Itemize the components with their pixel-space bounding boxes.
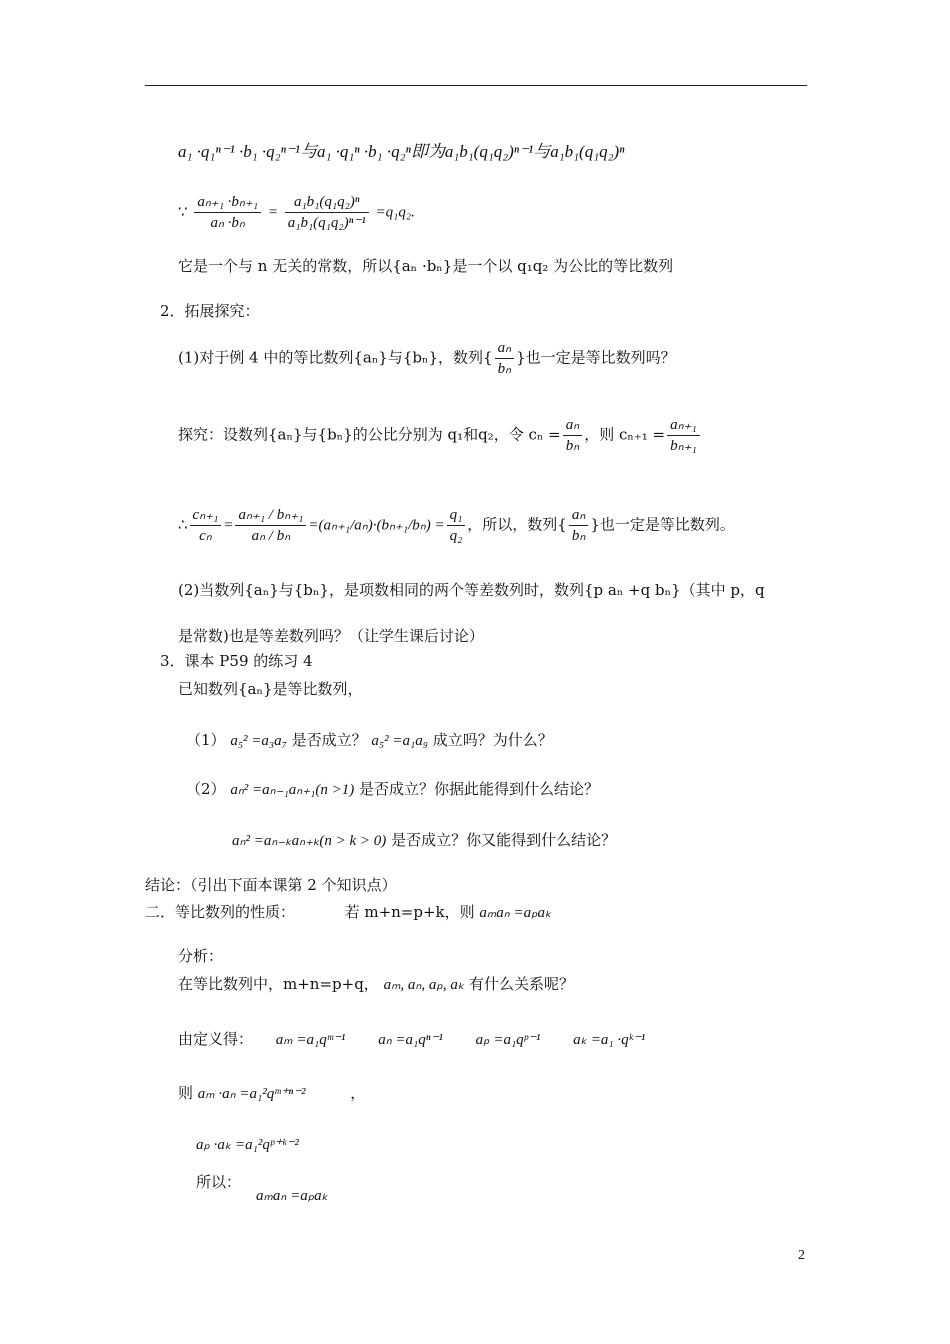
- fraction-cn: $\frac{\text{aₙ}}{\text{bₙ}}$: [563, 415, 582, 456]
- fraction-ratio-1: $\frac{\text{aₙ₊₁ ·bₙ₊₁}}{\text{aₙ ·bₙ}}$: [194, 192, 261, 233]
- fraction-cn-ratio: $\frac{\text{cₙ₊₁}}{\text{cₙ}}$: [190, 505, 222, 546]
- header-rule: [145, 85, 807, 86]
- product-line-1: 则 aₘ ·aₙ =a₁²qᵐ⁺ⁿ⁻² ，: [178, 1084, 366, 1102]
- therefore-line: ∴ $\frac{\text{cₙ₊₁}}{\text{cₙ}}$ = $\frac{\text{aₙ₊₁ / bₙ₊₁}}{\text{aₙ / bₙ}}$ =(aₙ₊₁/aₙ)·(bₙ₊₁/bₙ) = $\frac{\text{q₁}}{\text{q₂}}$ ，所以，数列{ $\frac{\text{aₙ}}{\text{bₙ}}$ }也一定是等比数列。: [178, 507, 735, 544]
- fraction-cn1: $\frac{\text{aₙ₊₁}}{\text{bₙ₊₁}}$: [667, 415, 700, 456]
- explore-line: 探究：设数列{aₙ}与{bₙ}的公比分别为 q₁和q₂，令 cₙ = $\frac{\text{aₙ}}{\text{bₙ}}$ ，则 cₙ₊₁ = $\frac{\text{aₙ₊₁}}{\text{bₙ₊₁}}$: [178, 415, 702, 456]
- formula-line-2: ∵ $\frac{\text{aₙ₊₁ ·bₙ₊₁}}{\text{aₙ ·bₙ}}$ = $\frac{\text{a₁b₁(q₁q₂)ⁿ}}{\text{a₁b₁(q₁q₂)ⁿ⁻¹}}$ =q₁q₂.: [178, 194, 415, 231]
- exercise-part-2b: aₙ² =aₙ₋ₖaₙ₊ₖ(n > k > 0) 是否成立？你又能得到什么结论？: [232, 831, 617, 849]
- formula-line-1: a₁ ·q₁ⁿ⁻¹ ·b₁ ·q₂ⁿ⁻¹与a₁ ·q₁ⁿ ·b₁ ·q₂ⁿ即为a₁b₁(q₁q₂)ⁿ⁻¹与a₁b₁(q₁q₂)ⁿ: [178, 142, 625, 161]
- product-line-2: aₚ ·aₖ =a₁²qᵖ⁺ᵏ⁻²: [196, 1137, 299, 1153]
- exercise-part-1: （1） a₅² =a₃a₇ 是否成立？ a₅² =a₁a₉ 成立吗？为什么？: [186, 731, 553, 749]
- text-line-3: 它是一个与 n 无关的常数，所以{aₙ ·bₙ}是一个以 q₁q₂ 为公比的等比数列: [178, 257, 674, 275]
- question-2-line-cont: 是常数)也是等差数列吗？（让学生课后讨论）: [178, 627, 484, 645]
- fraction-q1-q2: $\frac{\text{q₁}}{\text{q₂}}$: [447, 505, 466, 546]
- exercise-part-2: （2） aₙ² =aₙ₋₁aₙ₊₁(n >1) 是否成立？你据此能得到什么结论？: [186, 780, 600, 798]
- property-heading: 二．等比数列的性质： 若 m+n=p+k，则 aₘaₙ =aₚaₖ: [145, 903, 552, 921]
- because-symbol: ∵: [178, 202, 188, 221]
- fraction-compound: $\frac{\text{aₙ₊₁ / bₙ₊₁}}{\text{aₙ / bₙ}}$: [235, 505, 306, 546]
- fraction-an-bn: $\frac{\text{aₙ}}{\text{bₙ}}$: [495, 338, 514, 379]
- question-2-line: (2)当数列{aₙ}与{bₙ}，是项数相同的两个等差数列时，数列{p aₙ +q bₙ}（其中 p，q: [178, 581, 765, 599]
- final-result: aₘaₙ =aₚaₖ: [256, 1188, 329, 1204]
- analysis-question: 在等比数列中，m+n=p+q， aₘ, aₙ, aₚ, aₖ 有什么关系呢？: [178, 975, 575, 993]
- conclusion-line: 结论：（引出下面本课第 2 个知识点）: [145, 876, 397, 894]
- section-heading-2: 2．拓展探究：: [160, 302, 260, 320]
- therefore-label: 所以：: [196, 1173, 242, 1191]
- analysis-label: 分析：: [178, 947, 224, 965]
- ratio-result: =q₁q₂.: [375, 204, 415, 221]
- question-1-line: (1)对于例 4 中的等比数列{aₙ}与{bₙ}，数列{ $\frac{\text{aₙ}}{\text{bₙ}}$ }也一定是等比数列吗？: [178, 340, 676, 377]
- fraction-an-bn-2: $\frac{\text{aₙ}}{\text{bₙ}}$: [569, 505, 588, 546]
- fraction-ratio-2: $\frac{\text{a₁b₁(q₁q₂)ⁿ}}{\text{a₁b₁(q₁q₂)ⁿ⁻¹}}$: [285, 192, 369, 233]
- definition-line: 由定义得： aₘ =a₁qᵐ⁻¹ aₙ =a₁qⁿ⁻¹ aₚ =a₁qᵖ⁻¹ aₖ =a₁ ·qᵏ⁻¹: [178, 1030, 646, 1048]
- exercise-intro: 已知数列{aₙ}是等比数列，: [178, 680, 363, 698]
- section-heading-3: 3．课本 P59 的练习 4: [160, 652, 313, 670]
- page-number: 2: [798, 1248, 805, 1263]
